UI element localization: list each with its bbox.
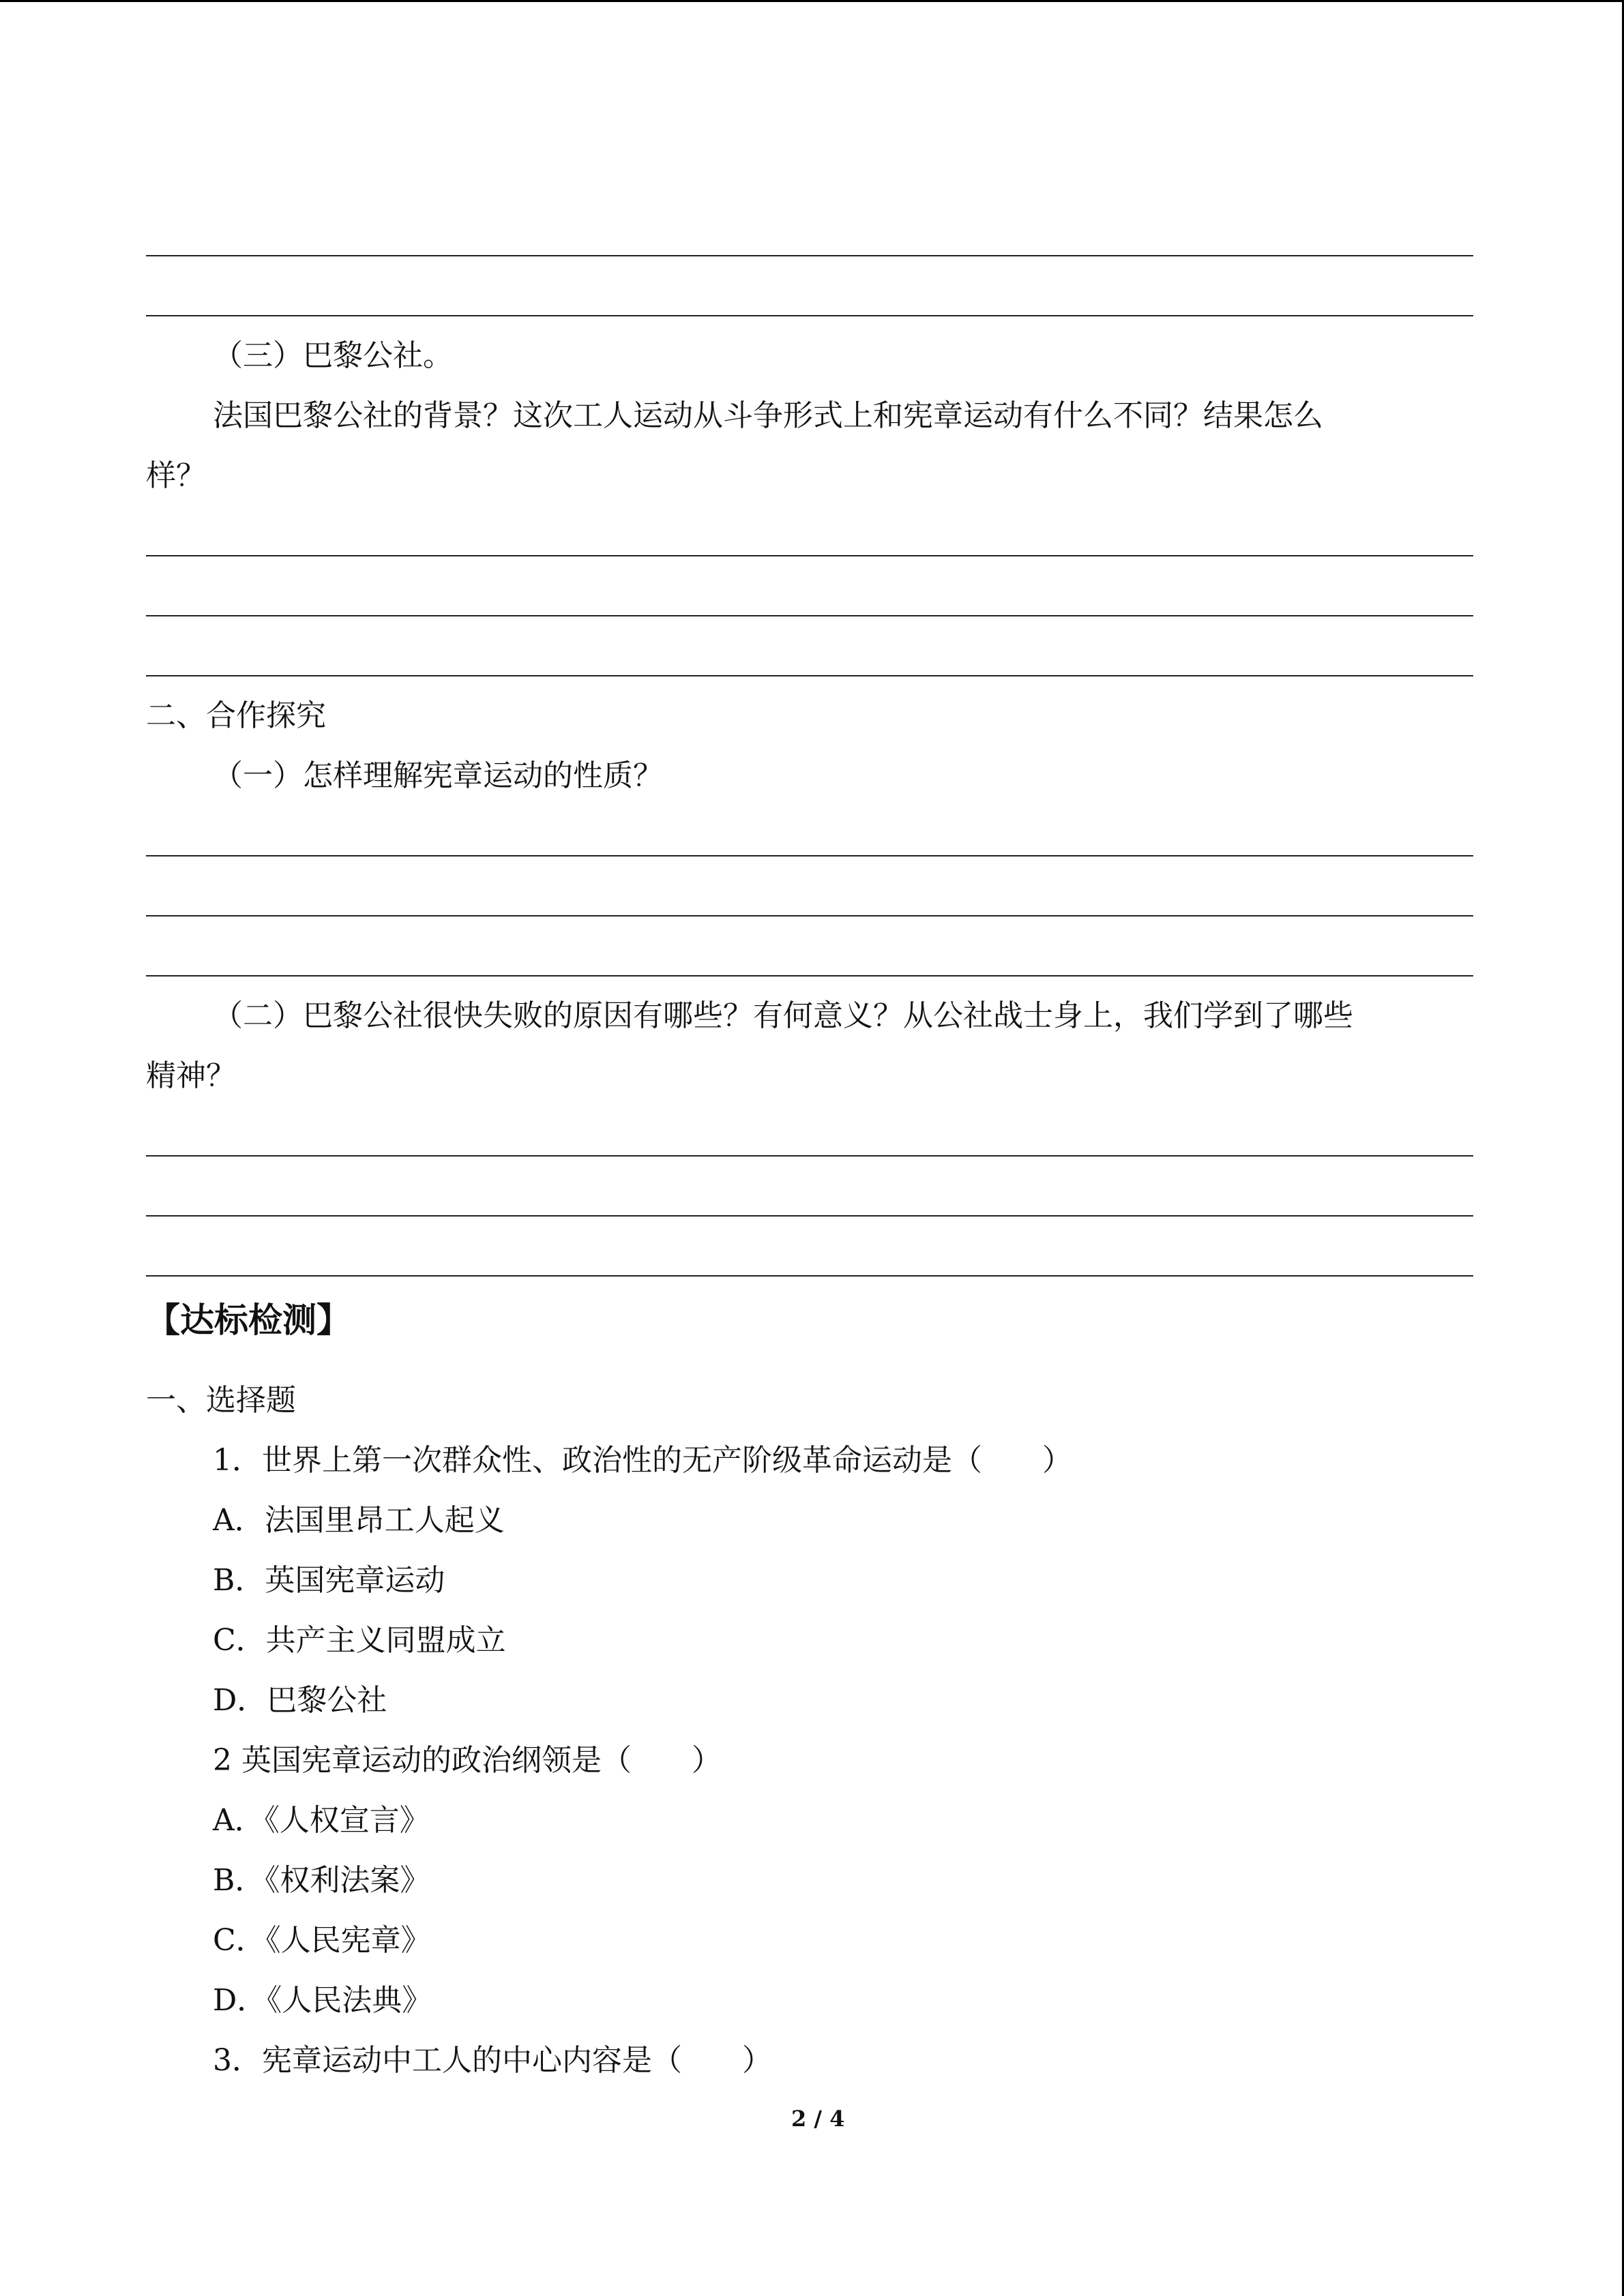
- answer-line: [146, 255, 1473, 256]
- question-2-option-b: B．《权利法案》: [213, 1863, 430, 1898]
- answer-line: [146, 675, 1473, 676]
- answer-line: [146, 855, 1473, 856]
- answer-line: [146, 615, 1473, 616]
- page-top-border: [0, 0, 1624, 2]
- question-2-stem: 2 英国宪章运动的政治纲领是（ ）: [213, 1743, 722, 1778]
- section-title-cooperative-inquiry: 二、合作探究: [146, 698, 326, 733]
- answer-line: [146, 555, 1473, 556]
- answer-line: [146, 1155, 1473, 1157]
- inquiry-question-2-line2: 精神？: [146, 1058, 236, 1093]
- answer-line: [146, 315, 1473, 316]
- inquiry-question-1: （一）怎样理解宪章运动的性质？: [213, 758, 663, 793]
- question-1-option-d: D．巴黎公社: [213, 1683, 387, 1718]
- section-title-paris-commune: （三）巴黎公社。: [213, 338, 453, 373]
- page-number: 2 / 4: [791, 2106, 845, 2132]
- choice-section-title: 一、选择题: [146, 1383, 296, 1418]
- question-2-option-a: A．《人权宣言》: [213, 1803, 430, 1838]
- answer-line: [146, 1215, 1473, 1217]
- answer-line: [146, 915, 1473, 916]
- paris-commune-question-line2: 样？: [146, 458, 206, 493]
- question-2-option-d: D．《人民法典》: [213, 1983, 432, 2018]
- question-1-option-a: A．法国里昂工人起义: [213, 1503, 505, 1538]
- answer-line: [146, 975, 1473, 976]
- paris-commune-question-line1: 法国巴黎公社的背景？这次工人运动从斗争形式上和宪章运动有什么不同？结果怎么: [213, 398, 1323, 433]
- answer-line: [146, 1275, 1473, 1277]
- assessment-heading: 【达标检测】: [146, 1300, 351, 1340]
- question-3-stem: 3．宪章运动中工人的中心内容是（ ）: [213, 2043, 772, 2078]
- inquiry-question-2-line1: （二）巴黎公社很快失败的原因有哪些？有何意义？从公社战士身上，我们学到了哪些: [213, 998, 1353, 1033]
- question-1-option-c: C．共产主义同盟成立: [213, 1623, 506, 1658]
- question-1-stem: 1．世界上第一次群众性、政治性的无产阶级革命运动是（ ）: [213, 1443, 1072, 1478]
- question-1-option-b: B．英国宪章运动: [213, 1563, 445, 1598]
- question-2-option-c: C．《人民宪章》: [213, 1923, 431, 1958]
